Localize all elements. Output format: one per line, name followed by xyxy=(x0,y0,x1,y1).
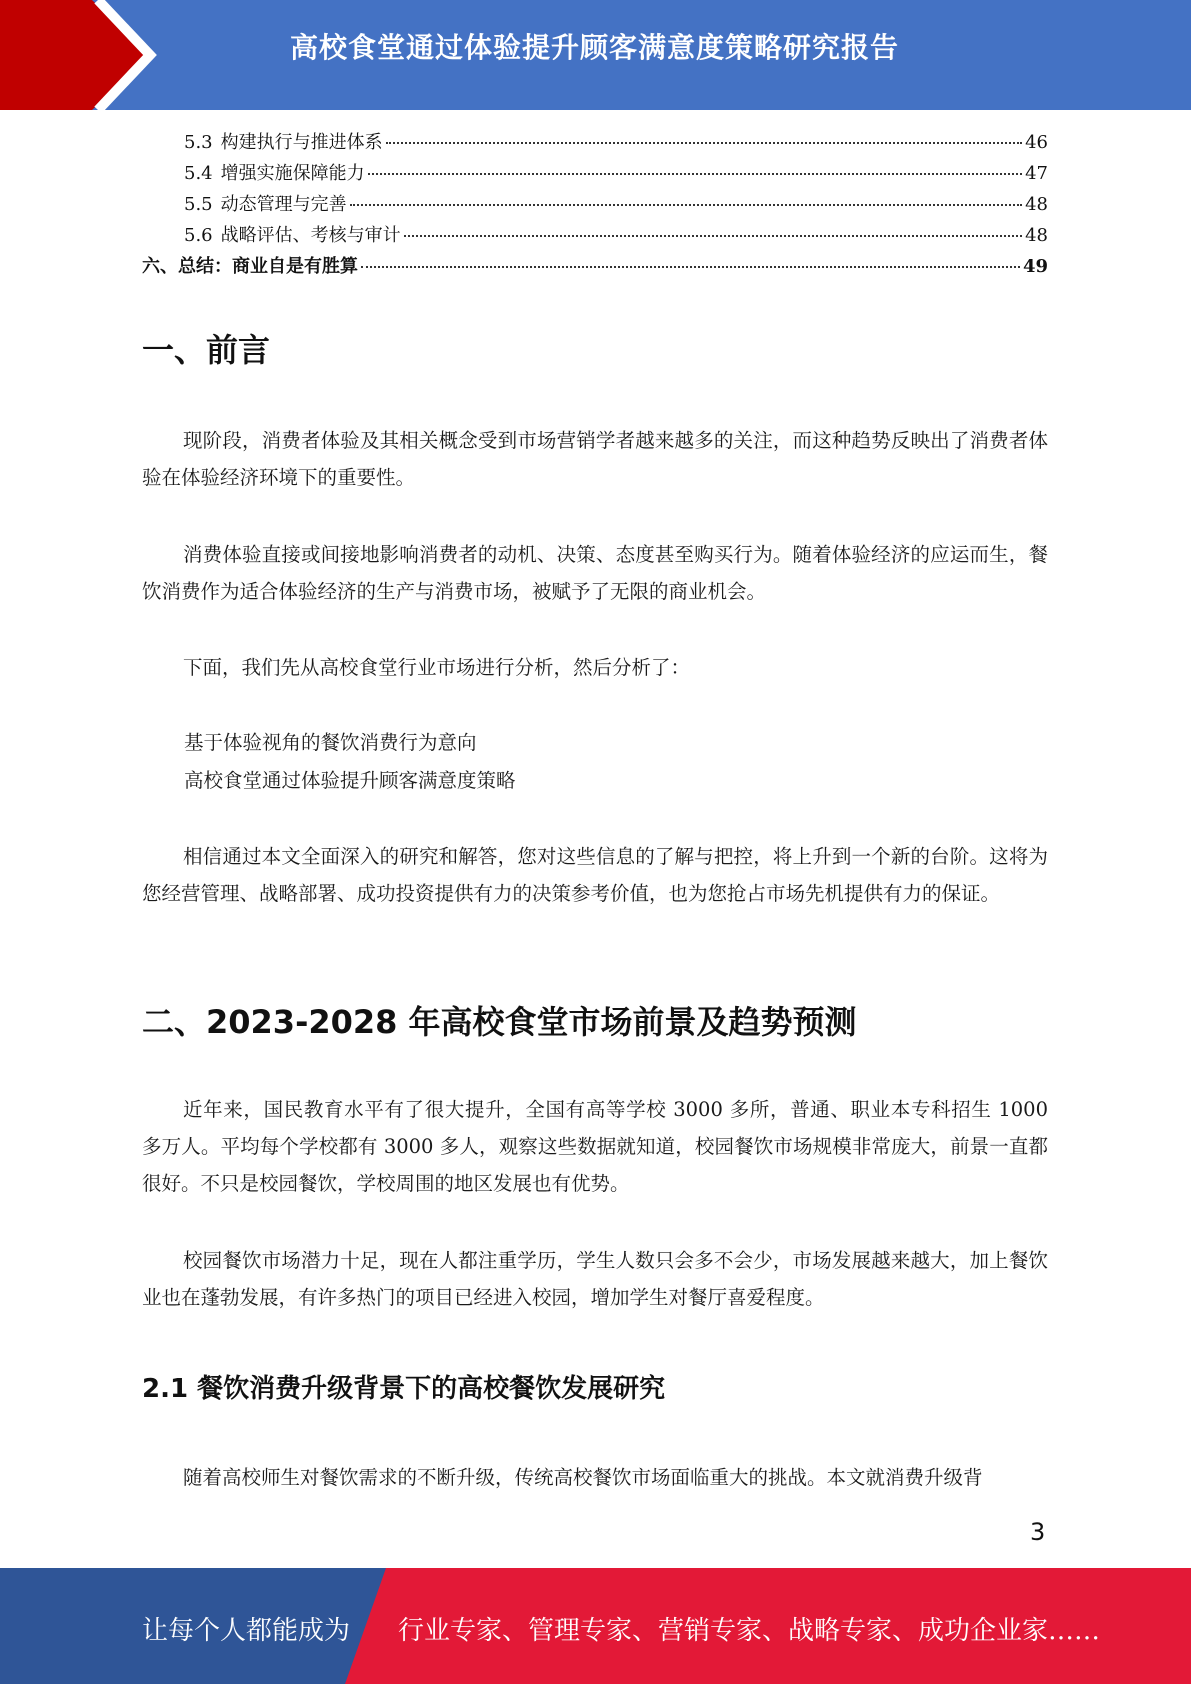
toc-entry-page: 48 xyxy=(1025,194,1048,215)
toc-entry-title: 增强实施保障能力 xyxy=(220,163,365,184)
toc-entry-title: 战略评估、考核与审计 xyxy=(220,225,401,246)
footer-slogan-right: 行业专家、管理专家、营销专家、战略专家、成功企业家…… xyxy=(398,1616,1101,1646)
toc-entry[interactable] xyxy=(142,221,1048,252)
toc-entry[interactable] xyxy=(142,159,1048,190)
section-heading-preface: 一、前言 xyxy=(142,331,271,369)
preface-paragraph-2: 消费体验直接或间接地影响消费者的动机、决策、态度甚至购买行为。随着体验经济的应运而生，餐饮消费作为适合体验经济的生产与消费市场，被赋予了无限的商业机会。 xyxy=(142,543,1048,603)
footer-band xyxy=(0,1568,1191,1684)
toc-entry-number: 5.3 xyxy=(184,132,213,153)
toc-leader-dots xyxy=(350,204,1022,206)
forecast-paragraph-2: 校园餐饮市场潜力十足，现在人都注重学历，学生人数只会多不会少，市场发展越来越大，加上餐饮业也在蓬勃发展，有许多热门的项目已经进入校园，增加学生对餐厅喜爱程度。 xyxy=(142,1249,1048,1309)
toc-entry[interactable] xyxy=(142,190,1048,221)
toc-leader-dots xyxy=(386,142,1022,144)
section-heading-forecast: 二、2023-2028 年高校食堂市场前景及趋势预测 xyxy=(142,1003,857,1041)
preface-list-item: 高校食堂通过体验提升顾客满意度策略 xyxy=(184,769,516,792)
toc-entry-number: 5.6 xyxy=(184,225,213,246)
toc-leader-dots xyxy=(404,235,1022,237)
preface-list-item: 基于体验视角的餐饮消费行为意向 xyxy=(184,731,477,754)
toc-entry-page: 47 xyxy=(1025,163,1048,184)
subsection-2-1-paragraph-1: 随着高校师生对餐饮需求的不断升级，传统高校餐饮市场面临重大的挑战。本文就消费升级背 xyxy=(183,1466,983,1489)
toc-entry-number: 5.4 xyxy=(184,163,213,184)
forecast-paragraph-1: 近年来，国民教育水平有了很大提升，全国有高等学校 3000 多所，普通、职业本专科招生 1000 多万人。平均每个学校都有 3000 多人，观察这些数据就知道，校园餐饮市场规模非常庞大，前景一直都很好。不只是校园餐饮，学校周围的地区发展也有优势。 xyxy=(142,1098,1048,1195)
preface-paragraph-4: 相信通过本文全面深入的研究和解答，您对这些信息的了解与把控，将上升到一个新的台阶。这将为您经营管理、战略部署、成功投资提供有力的决策参考价值，也为您抢占市场先机提供有力的保证。 xyxy=(142,845,1048,905)
table-of-contents xyxy=(142,128,1048,283)
toc-entry-title: 动态管理与完善 xyxy=(220,194,347,215)
toc-entry-number: 5.5 xyxy=(184,194,213,215)
toc-leader-dots xyxy=(361,266,1020,268)
header-band xyxy=(0,0,1191,110)
preface-paragraph-3: 下面，我们先从高校食堂行业市场进行分析，然后分析了： xyxy=(183,656,691,679)
toc-entry[interactable] xyxy=(142,128,1048,159)
document-title: 高校食堂通过体验提升顾客满意度策略研究报告 xyxy=(290,31,900,64)
toc-entry-main[interactable] xyxy=(142,252,1048,283)
toc-entry-page: 48 xyxy=(1025,225,1048,246)
preface-paragraph-1: 现阶段，消费者体验及其相关概念受到市场营销学者越来越多的关注，而这种趋势反映出了消费者体验在体验经济环境下的重要性。 xyxy=(142,429,1048,489)
toc-entry-page: 49 xyxy=(1022,256,1048,277)
toc-entry-title: 构建执行与推进体系 xyxy=(220,132,383,153)
page-number: 3 xyxy=(1030,1518,1046,1546)
toc-leader-dots xyxy=(368,173,1022,175)
footer-slogan-left: 让每个人都能成为 xyxy=(142,1616,351,1646)
toc-entry-page: 46 xyxy=(1025,132,1048,153)
toc-entry-title: 六、总结：商业自是有胜算 xyxy=(142,256,358,277)
subsection-heading-2-1: 2.1 餐饮消费升级背景下的高校餐饮发展研究 xyxy=(142,1374,666,1404)
